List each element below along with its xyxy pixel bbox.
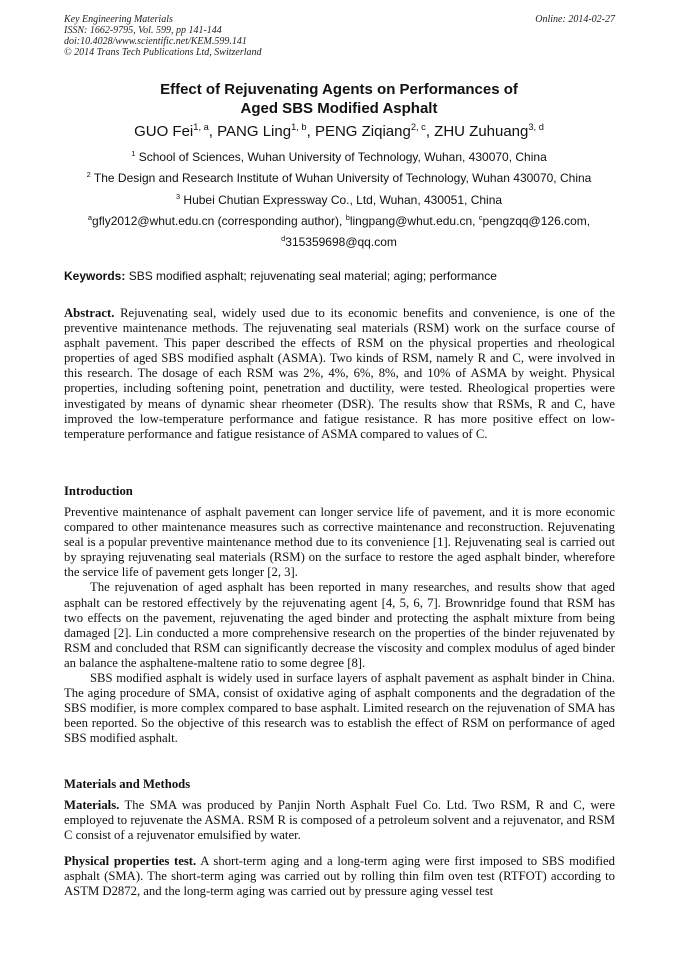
section-heading-methods: Materials and Methods: [64, 777, 191, 791]
email-d: 315359698@qq.com: [285, 235, 397, 249]
abstract-text: Rejuvenating seal, widely used due to its economic benefits and convenience, is one of the preventive maintenance methods. The rejuvenating seal materials (RSM) work on the surface course of asphalt pavement. This paper described the effects of RSM on the physical properties and rheological properties of aged SBS modified asphalt (ASMA). Two kinds of RSM, namely R and C, were involved in this research. The dosage of each RSM was 2%, 4%, 6%, 8%, and 10% of ASMA by weight. Physical properties, including softening point, penetration and ductility, were tested. Rheological properties were investigated by means of dynamic shear rheometer (DSR). The results show that RSMs, R and C, have improved the low-temperature performance and fatigue resistance. R has more positive effect on low-temperature performance and fatigue resistance of ASMA compared to values of C.: [64, 306, 616, 441]
keywords: [64, 269, 616, 284]
keywords-label: Keywords:: [64, 269, 126, 283]
abstract: [64, 306, 615, 442]
intro-paragraph-3: SBS modified asphalt is widely used in surface layers of asphalt pavement as asphalt binder in China. The aging procedure of SMA, consist of oxidative aging of asphalt components and the degradation of the SBS modifier, is more complex compared to base asphalt. Limited research on the rejuvenation of SMA has been reported. So the objective of this research was to establish the effect of RSM on performance of aged SBS modified asphalt.: [64, 671, 615, 746]
keywords-text: SBS modified asphalt; rejuvenating seal material; aging; performance: [128, 269, 497, 283]
author-sup: 2, c: [410, 122, 426, 132]
physical-text: A short-term aging and a long-term aging were first imposed to SBS modified asphalt (SMA). The short-term aging was carried out by rolling thin film oven test (RTFOT) according to ASTM D2872, and the long-term aging was carried out by pressure aging vessel test: [64, 854, 615, 899]
physical-label: Physical properties test.: [64, 854, 197, 868]
email-sup: b: [345, 213, 350, 222]
paper-title: [0, 80, 678, 118]
author-sup: 3, d: [528, 122, 544, 132]
online-date: Online: 2014-02-27: [535, 14, 615, 25]
email-sup: d: [281, 234, 286, 243]
email-a: gfly2012@whut.edu.cn (corresponding author),: [92, 214, 343, 228]
introduction-body: [64, 505, 615, 747]
email-c: pengzqq@126.com,: [482, 214, 591, 228]
affiliation-sup: 3: [175, 192, 181, 201]
doi-line: doi:10.4028/www.scientific.net/KEM.599.141: [64, 36, 247, 47]
materials-label: Materials.: [64, 798, 120, 812]
author-sup: 1, a: [193, 122, 209, 132]
copyright-line: © 2014 Trans Tech Publications Ltd, Switzerland: [64, 47, 262, 58]
email-sup: a: [87, 213, 93, 222]
affiliation-sup: 1: [131, 149, 136, 158]
author-sup: 1, b: [291, 122, 307, 132]
title-line-2: Aged SBS Modified Asphalt: [240, 100, 438, 117]
issn-line: ISSN: 1662-9795, Vol. 599, pp 141-144: [64, 25, 222, 36]
materials-text: The SMA was produced by Panjin North Asphalt Fuel Co. Ltd. Two RSM, R and C, were employed to rejuvenate the ASMA. RSM R is composed of a petroleum solvent and a rejuvenator, and RSM C consist of a rejuvenator emulsified by water.: [64, 798, 615, 843]
affiliation-sup: 2: [86, 170, 91, 179]
author-name: PENG Ziqiang: [314, 123, 411, 140]
abstract-label: Abstract.: [64, 306, 115, 320]
title-line-1: Effect of Rejuvenating Agents on Performances of: [160, 81, 518, 98]
email-b: lingpang@whut.edu.cn,: [349, 214, 476, 228]
author-name: ZHU Zuhuang: [434, 123, 529, 140]
author-list: GUO Fei$^{1, a}$, PANG Ling$^{1, b}$, PENG Ziqiang$^{2, c}$, ZHU Zuhuang$^{3, d}$: [134, 122, 544, 140]
email-line-1: [0, 214, 678, 229]
section-heading-introduction: Introduction: [64, 484, 133, 498]
materials-paragraph: [64, 798, 615, 843]
email-sup: c: [478, 213, 483, 222]
affiliation-text: School of Sciences, Wuhan University of Technology, Wuhan, 430070, China: [138, 150, 547, 164]
affiliation-3: [0, 193, 678, 208]
email-line-2: [0, 235, 678, 250]
author-name: GUO Fei: [134, 123, 194, 140]
intro-paragraph-1: Preventive maintenance of asphalt pavement can longer service life of pavement, and it is more economic compared to other maintenance measures such as corrective maintenance and reconstruction. Rejuvenating seal is a popular preventive maintenance method due to its convenience [1]. Rejuvenating seal is carried out by spraying rejuvenating seal materials (RSM) on the surface to restore the aged asphalt binder, wherefore the service life of pavement gets longer [2, 3].: [64, 505, 615, 580]
journal-header: [64, 14, 262, 58]
affiliation-2: [0, 171, 678, 186]
author-name: PANG Ling: [217, 123, 292, 140]
journal-name: Key Engineering Materials: [64, 14, 173, 25]
affiliation-text: The Design and Research Institute of Wuhan University of Technology, Wuhan 430070, China: [93, 171, 592, 185]
affiliation-text: Hubei Chutian Expressway Co., Ltd, Wuhan, 430051, China: [183, 193, 503, 207]
intro-paragraph-2: The rejuvenation of aged asphalt has been reported in many researches, and results show that aged asphalt can be restored effectively by the rejuvenating agent [4, 5, 6, 7]. Brownridge found that RSM has two effects on the pavement, rejuvenating the aged binder and protecting the asphalt mixture from being damaged [2]. Lin conducted a more comprehensive research on the properties of the binder rejuvenated by RSM and concluded that RSM can significantly decrease the viscosity and complex modulus of aged binder an balance the asphaltene-maltene ratio to some degree [8].: [64, 580, 615, 670]
physical-properties-paragraph: [64, 854, 615, 899]
affiliation-1: [0, 150, 678, 165]
